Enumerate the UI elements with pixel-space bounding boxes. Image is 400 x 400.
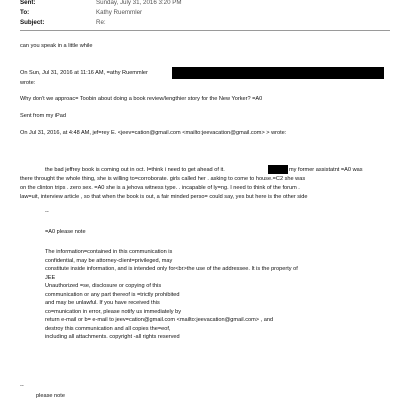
quote1-text: Why don't we approac= Toobin about doing a book review/lengthier story for the New Yorker? =A0 [20, 96, 263, 102]
signature-dash-2: -- [20, 383, 24, 389]
notice-line: JEE [45, 274, 56, 281]
signature-dash: -- [45, 209, 49, 215]
notice-line: Unauthorized =se, disclosure or copying of this [45, 283, 162, 289]
sent-from-line: Sent from my iPad [20, 113, 67, 119]
notice-line: constitute inside information, and is intended only for<br>the use of the addressee. It is the property of [45, 266, 298, 272]
para-line-3: on the clinton trips . zero sex. =A0 she is a jehova witness type. . incapable of ly=ng. I need to think of the forum . [20, 185, 300, 191]
please-note-b: please note [36, 393, 65, 399]
para-line-4: law=uit, interview article , so that when the book is out, a fair minded perso= could say, yes but here is the other side [20, 194, 308, 200]
reply-line: can you speak in a little while [20, 43, 93, 49]
to-label: To: [20, 9, 30, 16]
please-note-a: =A0 please note [45, 229, 86, 235]
confidentiality-notice [45, 248, 298, 342]
to-value: Kathy Ruemmler [96, 9, 143, 16]
subject-label: Subject: [20, 19, 45, 26]
quote2-header: On Jul 31, 2016, at 4:48 AM, jef=rey E. <jeev=cation@gmail.com <mailto:jeevacation@gmail.com> > wrote: [20, 130, 287, 136]
sent-value: Sunday, July 31, 2016 3:20 PM [96, 0, 182, 6]
redaction-box-small [268, 165, 288, 174]
notice-line: communication or any part thereof is =trictly prohibited [45, 291, 180, 298]
notice-line: including all attachments. copyright -all rights reserved [45, 334, 180, 340]
notice-line: confidential, may be attorney-client=privileged, may [45, 257, 173, 264]
notice-line: co=munication in error, please notify us immediately by [45, 308, 182, 315]
redaction-box [172, 67, 384, 79]
quote1-wrote: wrote: [20, 80, 36, 86]
sent-label: Sent: [20, 0, 36, 6]
header-divider [20, 30, 390, 31]
para-line-2: there throught the whole thing, she is willing to=corroborate. girls called her . asking to come to house.=C2 she was [20, 176, 306, 182]
notice-line: The information=contained in this communication is [45, 249, 173, 255]
notice-line: return e-mail or b= e-mail to jeev=cation@gmail.com <mailto:jeevacation@gmail.com> , and [45, 317, 274, 323]
para-line-1: the bad jeffrey book is coming out in oct. I=think i need to get ahead of it. [45, 167, 225, 173]
quote1-header: On Sun, Jul 31, 2016 at 11:16 AM, =athy Ruemmler [20, 70, 148, 76]
notice-line: destroy this communication and all copies the=eof, [45, 325, 171, 332]
para-line-1-tail: my former assistatnt =A0 was [289, 167, 363, 173]
subject-value: Re: [96, 19, 106, 26]
notice-line: and may be unlawful. If you have received this [45, 300, 160, 306]
